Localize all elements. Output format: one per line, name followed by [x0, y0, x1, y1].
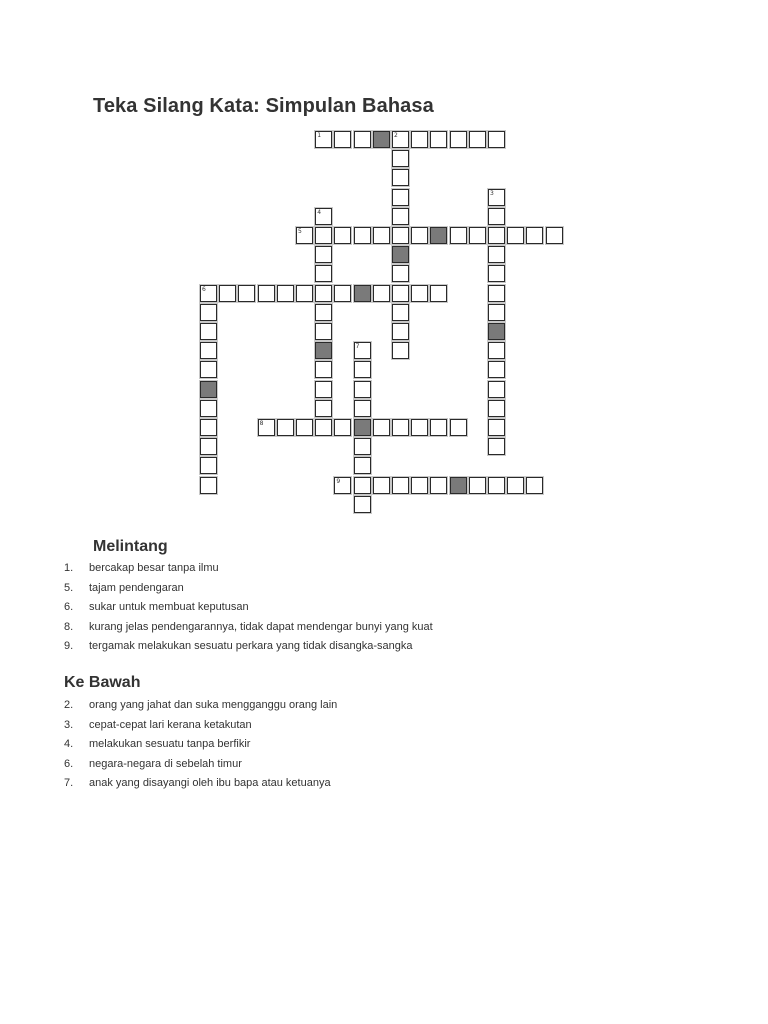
crossword-cell[interactable]: [430, 477, 447, 494]
crossword-cell[interactable]: [258, 285, 275, 302]
clue-number-label: 7: [355, 343, 360, 351]
crossword-cell[interactable]: [315, 400, 332, 417]
shaded-crossword-cell: [392, 246, 409, 263]
crossword-cell[interactable]: [315, 361, 332, 378]
crossword-cell[interactable]: [373, 285, 390, 302]
crossword-cell[interactable]: [373, 227, 390, 244]
crossword-cell[interactable]: [450, 131, 467, 148]
clue-number: 5.: [64, 581, 74, 594]
clue-text: anak yang disayangi oleh ibu bapa atau ketuanya: [89, 777, 331, 789]
crossword-cell[interactable]: [392, 227, 409, 244]
crossword-cell[interactable]: [411, 477, 428, 494]
crossword-cell[interactable]: [354, 477, 371, 494]
clue-text: tajam pendengaran: [89, 581, 184, 594]
crossword-cell[interactable]: [411, 285, 428, 302]
page-title: Teka Silang Kata: Simpulan Bahasa: [93, 95, 434, 117]
crossword-cell[interactable]: [200, 419, 217, 436]
crossword-cell[interactable]: [488, 361, 505, 378]
crossword-cell[interactable]: [488, 438, 505, 455]
clue-number: 7.: [64, 777, 74, 789]
crossword-cell[interactable]: [315, 265, 332, 282]
crossword-cell[interactable]: [334, 227, 351, 244]
crossword-cell[interactable]: [354, 457, 371, 474]
clue-number-label: 6: [202, 285, 206, 293]
crossword-cell[interactable]: [296, 285, 313, 302]
clue-number-label: 4: [317, 208, 322, 216]
crossword-cell[interactable]: [373, 477, 390, 494]
crossword-cell[interactable]: [430, 285, 447, 302]
crossword-cell[interactable]: [392, 477, 409, 494]
clue-text: cepat-cepat lari kerana ketakutan: [89, 718, 252, 731]
clue-number-label: 3: [490, 189, 494, 197]
crossword-cell[interactable]: [392, 169, 409, 186]
down-heading: Ke Bawah: [64, 674, 141, 691]
clue-text: negara-negara di sebelah timur: [89, 757, 242, 770]
crossword-cell[interactable]: [200, 342, 217, 359]
crossword-cell[interactable]: [354, 227, 371, 244]
crossword-cell[interactable]: [200, 361, 217, 378]
crossword-cell[interactable]: [354, 438, 371, 455]
clue-number: 4.: [64, 738, 74, 750]
crossword-cell[interactable]: [392, 304, 409, 321]
crossword-cell[interactable]: [296, 419, 313, 436]
crossword-cell[interactable]: [488, 246, 505, 263]
shaded-crossword-cell: [315, 342, 332, 359]
clue-number: 9.: [64, 640, 74, 652]
crossword-cell[interactable]: [488, 265, 505, 282]
crossword-cell[interactable]: [354, 400, 371, 417]
crossword-cell[interactable]: [488, 285, 505, 302]
crossword-cell[interactable]: [334, 285, 351, 302]
across-heading: Melintang: [93, 538, 168, 555]
crossword-cell[interactable]: [354, 381, 371, 398]
crossword-cell[interactable]: [200, 438, 217, 455]
crossword-cell[interactable]: [315, 227, 332, 244]
clue-number: 2.: [64, 699, 74, 711]
crossword-cell[interactable]: [411, 419, 428, 436]
crossword-cell[interactable]: [392, 342, 409, 359]
crossword-cell[interactable]: [219, 285, 236, 302]
crossword-cell[interactable]: [392, 189, 409, 206]
crossword-cell[interactable]: [354, 131, 371, 148]
shaded-crossword-cell: [354, 285, 371, 302]
crossword-cell[interactable]: [507, 477, 524, 494]
crossword-cell[interactable]: [526, 227, 543, 244]
crossword-cell[interactable]: [488, 208, 505, 225]
shaded-crossword-cell: [450, 477, 467, 494]
crossword-cell[interactable]: [200, 304, 217, 321]
crossword-cell[interactable]: [469, 477, 486, 494]
crossword-cell[interactable]: [392, 150, 409, 167]
clue-text: kurang jelas pendengarannya, tidak dapat mendengar bunyi yang kuat: [89, 620, 433, 633]
crossword-cell[interactable]: [488, 400, 505, 417]
clue-number-label: 2: [394, 132, 398, 139]
crossword-cell[interactable]: [488, 477, 505, 494]
crossword-cell[interactable]: [238, 285, 255, 302]
clue-number-label: 8: [259, 420, 264, 427]
clue-number: 1.: [64, 562, 74, 574]
crossword-cell[interactable]: [315, 323, 332, 340]
clue-text: bercakap besar tanpa ilmu: [89, 562, 219, 574]
crossword-cell[interactable]: [488, 342, 505, 359]
shaded-crossword-cell: [200, 381, 217, 398]
crossword-cell[interactable]: [392, 285, 409, 302]
crossword-cell[interactable]: [392, 265, 409, 282]
shaded-crossword-cell: [373, 131, 390, 148]
clue-text: sukar untuk membuat keputusan: [89, 601, 249, 613]
crossword-cell[interactable]: [450, 419, 467, 436]
crossword-cell[interactable]: [488, 227, 505, 244]
shaded-crossword-cell: [488, 323, 505, 340]
crossword-cell[interactable]: [315, 381, 332, 398]
crossword-cell[interactable]: [315, 419, 332, 436]
crossword-cell[interactable]: [354, 496, 371, 513]
crossword-cell[interactable]: [450, 227, 467, 244]
crossword-cell[interactable]: [469, 131, 486, 148]
crossword-cell[interactable]: [411, 227, 428, 244]
crossword-cell[interactable]: [430, 131, 447, 148]
crossword-cell[interactable]: [526, 477, 543, 494]
crossword-cell[interactable]: [546, 227, 563, 244]
crossword-cell[interactable]: [411, 131, 428, 148]
crossword-cell[interactable]: [315, 304, 332, 321]
clue-text: orang yang jahat dan suka mengganggu orang lain: [89, 699, 338, 711]
clue-number-label: 5: [298, 228, 302, 235]
crossword-cell[interactable]: [430, 419, 447, 436]
crossword-cell[interactable]: [469, 227, 486, 244]
clue-number-label: 9: [336, 477, 341, 485]
crossword-cell[interactable]: [507, 227, 524, 244]
crossword-cell[interactable]: [488, 131, 505, 148]
crossword-cell[interactable]: [392, 208, 409, 225]
clue-number: 6.: [64, 757, 74, 770]
crossword-cell[interactable]: [200, 323, 217, 340]
crossword-cell[interactable]: [354, 361, 371, 378]
clue-number: 8.: [64, 620, 74, 633]
crossword-cell[interactable]: [392, 323, 409, 340]
crossword-cell[interactable]: [315, 246, 332, 263]
crossword-cell[interactable]: [373, 419, 390, 436]
crossword-cell[interactable]: [334, 131, 351, 148]
crossword-cell[interactable]: [200, 400, 217, 417]
crossword-cell[interactable]: [488, 381, 505, 398]
shaded-crossword-cell: [430, 227, 447, 244]
crossword-cell[interactable]: [277, 285, 294, 302]
clue-text: melakukan sesuatu tanpa berfikir: [89, 738, 251, 750]
crossword-cell[interactable]: [200, 477, 217, 494]
shaded-crossword-cell: [354, 419, 371, 436]
crossword-cell[interactable]: [277, 419, 294, 436]
crossword-cell[interactable]: [334, 419, 351, 436]
clue-number-label: 1: [317, 132, 322, 139]
clue-text: tergamak melakukan sesuatu perkara yang tidak disangka-sangka: [89, 640, 413, 652]
crossword-cell[interactable]: [315, 285, 332, 302]
crossword-cell[interactable]: [488, 419, 505, 436]
crossword-cell[interactable]: [488, 304, 505, 321]
crossword-cell[interactable]: [200, 457, 217, 474]
clue-number: 3.: [64, 718, 74, 731]
crossword-cell[interactable]: [392, 419, 409, 436]
clue-number: 6.: [64, 601, 74, 613]
